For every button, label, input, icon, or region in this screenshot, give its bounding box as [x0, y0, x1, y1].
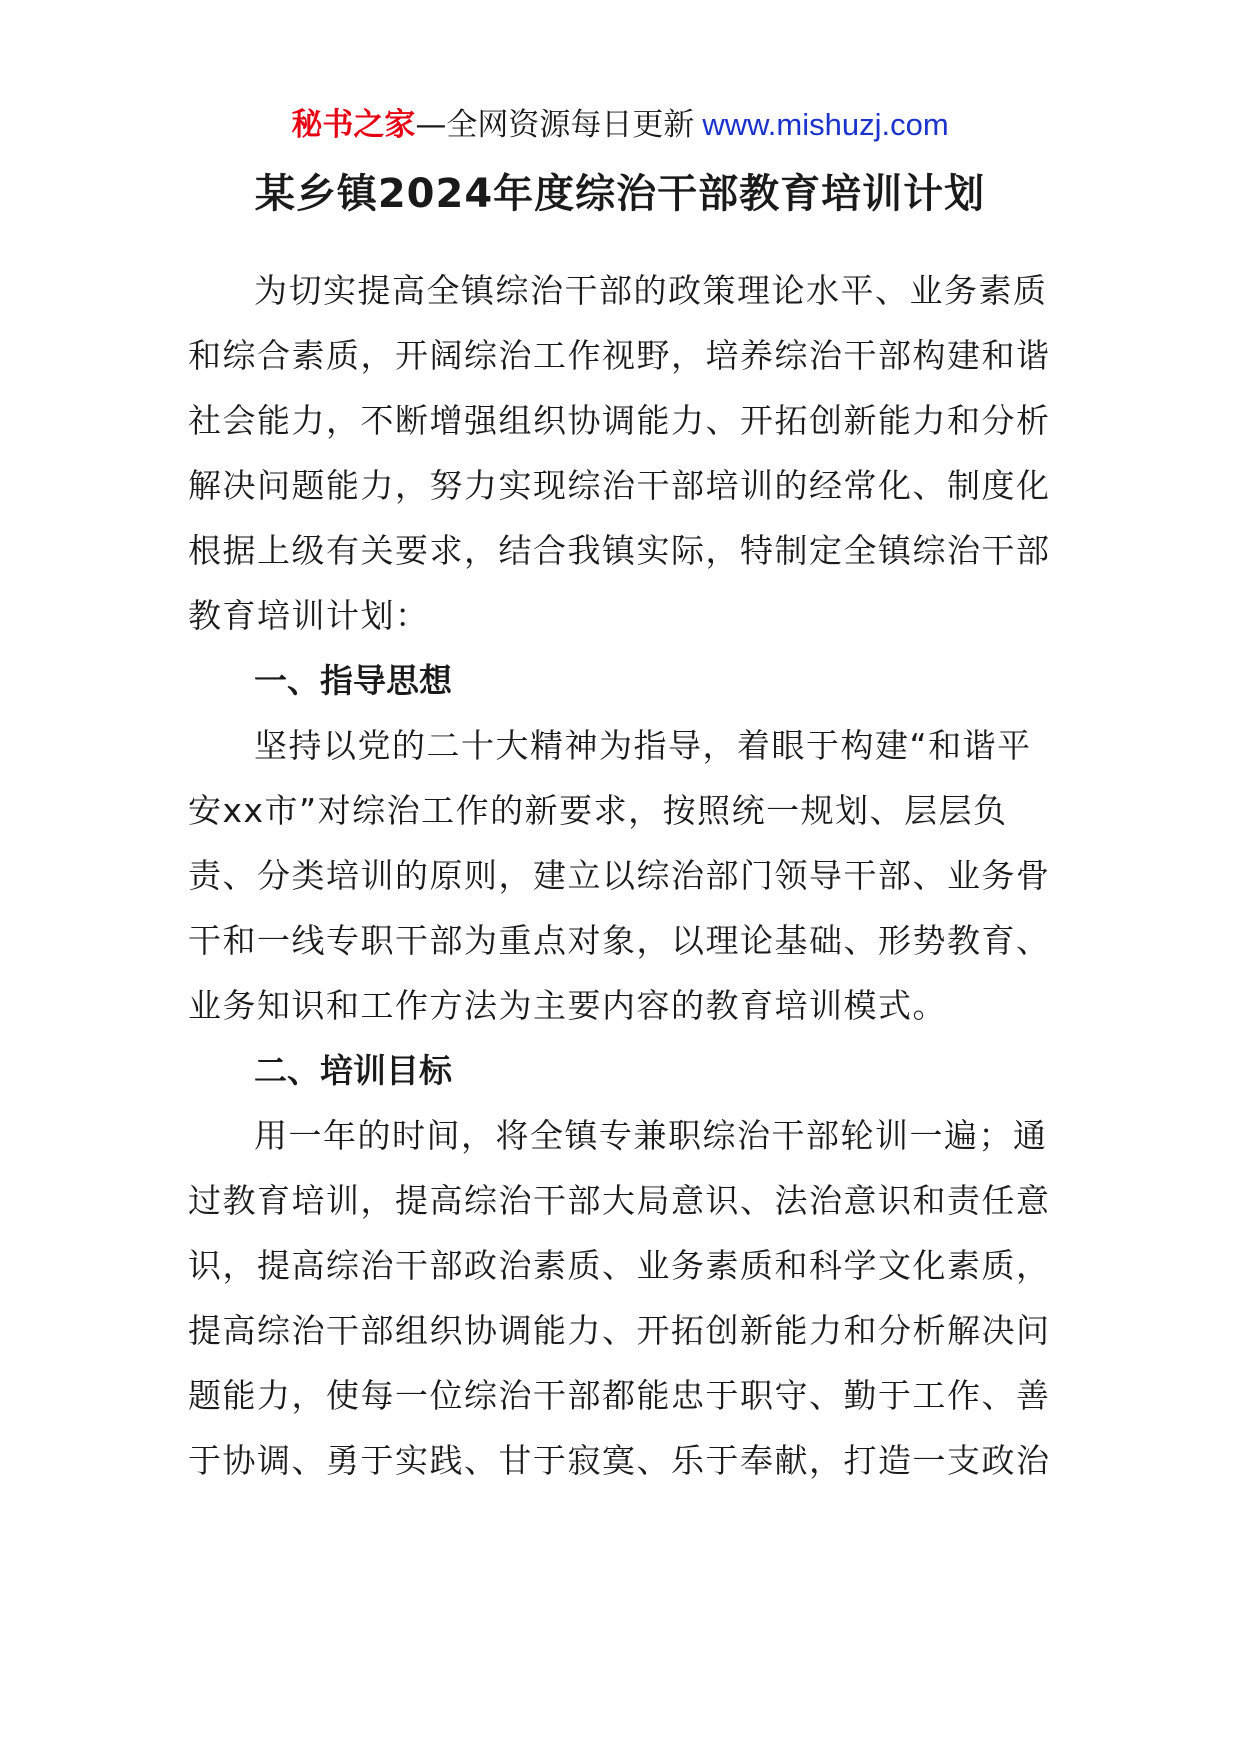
document-body — [188, 258, 1054, 1493]
brand-url-link[interactable]: www.mishuzj.com — [702, 107, 949, 142]
watermark-header — [0, 103, 1240, 147]
guiding-ideology-paragraph: 坚持以党的二十大精神为指导，着眼于构建“和谐平安xx市”对综治工作的新要求，按照统一规划、层层负责、分类培训的原则，建立以综治部门领导干部、业务骨干和一线专职干部为重点对象，以理论基础、形势教育、业务知识和工作方法为主要内容的教育培训模式。 — [188, 726, 1051, 1025]
training-goals-paragraph: 用一年的时间，将全镇专兼职综治干部轮训一遍；通过教育培训，提高综治干部大局意识、法治意识和责任意识，提高综治干部政治素质、业务素质和科学文化素质，提高综治干部组织协调能力、开拓创新能力和分析解决问题能力，使每一位综治干部都能忠于职守、勤于工作、善于协调、勇于实践、甘于寂寞、乐于奉献，打造一支政治 — [188, 1116, 1051, 1480]
document-title: 某乡镇2024年度综治干部教育培训计划 — [254, 171, 986, 217]
intro-paragraph: 为切实提高全镇综治干部的政策理论水平、业务素质和综合素质，开阔综治工作视野，培养综治干部构建和谐社会能力，不断增强组织协调能力、开拓创新能力和分析解决问题能力，努力实现综治干部培训的经常化、制度化根据上级有关要求，结合我镇实际，特制定全镇综治干部教育培训计划： — [188, 271, 1051, 635]
section-heading-training-goals: 二、培训目标 — [254, 1051, 452, 1090]
section-heading-guiding-ideology: 一、指导思想 — [254, 661, 452, 700]
brand-name: 秘书之家 — [291, 107, 416, 143]
brand-tagline: —全网资源每日更新 — [415, 107, 695, 143]
